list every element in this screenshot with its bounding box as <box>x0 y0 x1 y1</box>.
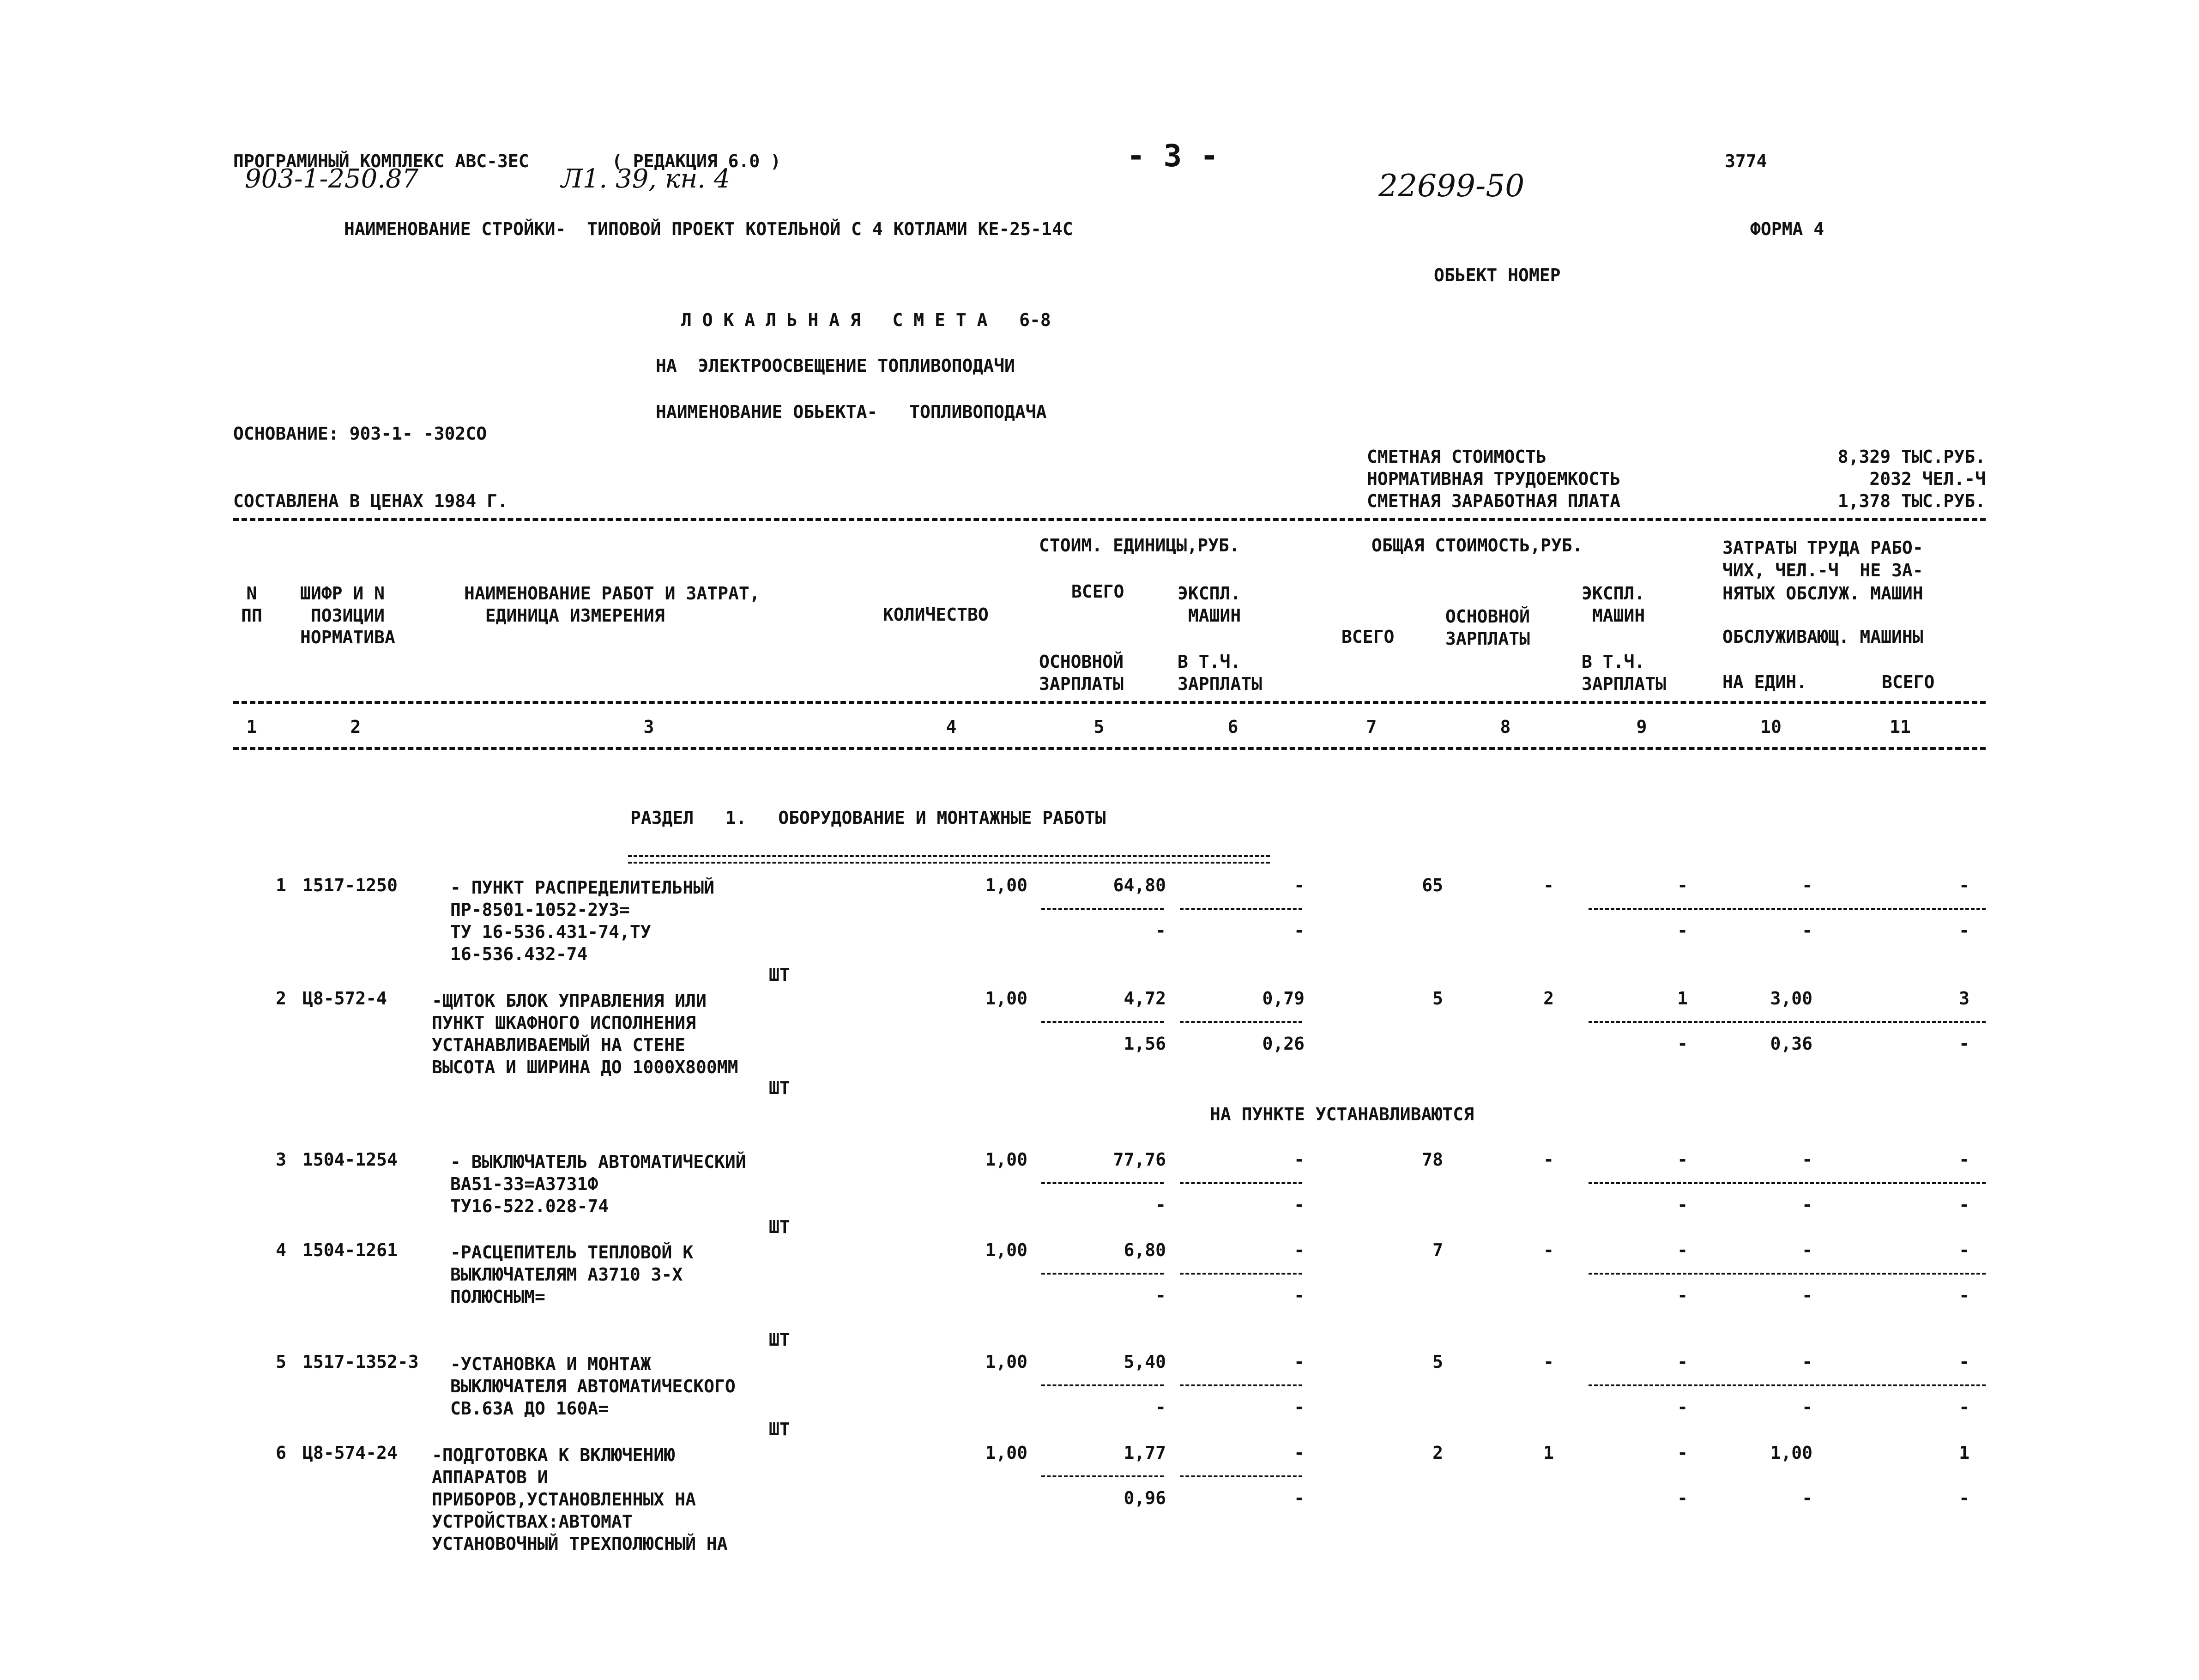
row-c10: - <box>1802 1149 1812 1170</box>
row-c11b: - <box>1959 1195 1969 1215</box>
row-name: - ВЫКЛЮЧАТЕЛЬ АВТОМАТИЧЕСКИЙ ВА51-33=А3731Ф ТУ16-522.028-74 <box>450 1152 746 1216</box>
col-header-qty: КОЛИЧЕСТВО <box>883 604 989 625</box>
col-header-total-wage: ОСНОВНОЙ ЗАРПЛАТЫ <box>1445 606 1530 649</box>
row-number: 4 <box>276 1240 286 1260</box>
row-sub-rule <box>1180 908 1302 910</box>
summary-value: 1,378 ТЫС.РУБ. <box>1837 491 1986 511</box>
row-sub-rule <box>1589 1182 1986 1184</box>
row-c5b: 0,96 <box>1124 1488 1166 1508</box>
row-c9b: - <box>1677 920 1688 941</box>
column-number: 10 <box>1760 717 1782 737</box>
row-c10b: - <box>1802 920 1812 941</box>
column-number: 8 <box>1500 717 1511 737</box>
row-c6b: - <box>1294 1488 1305 1508</box>
document-number: 3774 <box>1725 151 1767 171</box>
row-unit: ШТ <box>769 1419 790 1439</box>
row-c5: 1,77 <box>1124 1443 1166 1463</box>
row-sub-rule <box>1589 1021 1986 1023</box>
col-header-total-incl: В Т.Ч. ЗАРПЛАТЫ <box>1582 652 1667 694</box>
form-number: ФОРМА 4 <box>1750 219 1824 239</box>
summary-label: СМЕТНАЯ СТОИМОСТЬ <box>1367 447 1547 467</box>
handwritten-inventory-number: 22699-50 <box>1378 168 1525 204</box>
row-c9: - <box>1677 1240 1688 1260</box>
row-c11b: - <box>1959 920 1969 941</box>
column-number: 4 <box>946 717 957 737</box>
row-note: НА ПУНКТЕ УСТАНАВЛИВАЮТСЯ <box>1210 1104 1474 1124</box>
row-c5: 5,40 <box>1124 1352 1166 1372</box>
column-number: 11 <box>1890 717 1911 737</box>
row-sub-rule <box>1041 1475 1164 1477</box>
column-number: 1 <box>246 717 257 737</box>
row-c6b: - <box>1294 1195 1305 1215</box>
row-c11: 3 <box>1959 988 1969 1009</box>
row-c10: - <box>1802 1240 1812 1260</box>
row-c11b: - <box>1959 1488 1969 1508</box>
col-header-labor-machines: ОБСЛУЖИВАЮЩ. МАШИНЫ <box>1722 627 1923 647</box>
header-bottom-rule <box>233 747 1986 750</box>
row-code: Ц8-572-4 <box>302 988 387 1009</box>
row-c6b: - <box>1294 1285 1305 1305</box>
document-title: Л О К А Л Ь Н А Я С М Е Т А 6-8 <box>681 310 1051 330</box>
row-c7: 7 <box>1432 1240 1443 1260</box>
row-c10b: - <box>1802 1285 1812 1305</box>
header-rule <box>233 701 1986 704</box>
row-number: 3 <box>276 1149 286 1170</box>
row-qty: 1,00 <box>985 875 1027 895</box>
row-c7: 2 <box>1432 1443 1443 1463</box>
row-c5b: - <box>1155 920 1166 941</box>
row-c10: 1,00 <box>1770 1443 1812 1463</box>
section-double-rule <box>628 855 1270 864</box>
handwritten-sheet-ref: Л1. 39, кн. 4 <box>561 164 731 194</box>
row-number: 5 <box>276 1352 286 1372</box>
row-unit: ШТ <box>769 1329 790 1350</box>
column-number: 6 <box>1227 717 1238 737</box>
row-c11b: - <box>1959 1285 1969 1305</box>
row-c11b: - <box>1959 1033 1969 1054</box>
row-c9: 1 <box>1677 988 1688 1009</box>
edition: ( РЕДАКЦИЯ 6.0 ) <box>612 151 781 171</box>
table-top-rule <box>233 518 1986 521</box>
row-c6b: 0,26 <box>1262 1033 1305 1054</box>
col-header-unit-incl: В Т.Ч. ЗАРПЛАТЫ <box>1178 652 1263 694</box>
row-c6: 0,79 <box>1262 988 1305 1009</box>
col-header-unit-cost: СТОИМ. ЕДИНИЦЫ,РУБ. <box>1039 535 1240 556</box>
row-c6b: - <box>1294 920 1305 941</box>
row-sub-rule <box>1180 1182 1302 1184</box>
page-number: - 3 - <box>1127 138 1219 174</box>
row-number: 6 <box>276 1443 286 1463</box>
column-number: 7 <box>1366 717 1377 737</box>
row-c10: - <box>1802 1352 1812 1372</box>
col-header-per-unit: НА ЕДИН. <box>1722 672 1807 692</box>
row-c9b: - <box>1677 1195 1688 1215</box>
row-qty: 1,00 <box>985 988 1027 1009</box>
summary-label: СМЕТНАЯ ЗАРАБОТНАЯ ПЛАТА <box>1367 491 1621 511</box>
row-c8: - <box>1543 1149 1554 1170</box>
row-sub-rule <box>1589 1384 1986 1386</box>
row-unit: ШТ <box>769 965 790 985</box>
row-c11: - <box>1959 875 1969 895</box>
row-sub-rule <box>1180 1475 1302 1477</box>
row-name: -РАСЦЕПИТЕЛЬ ТЕПЛОВОЙ К ВЫКЛЮЧАТЕЛЯМ А3710 3-Х ПОЛЮСНЫМ= <box>450 1242 694 1307</box>
row-c6: - <box>1294 1352 1305 1372</box>
row-sub-rule <box>1180 1021 1302 1023</box>
row-c9b: - <box>1677 1033 1688 1054</box>
row-name: -ЩИТОК БЛОК УПРАВЛЕНИЯ ИЛИ ПУНКТ ШКАФНОГО ИСПОЛНЕНИЯ УСТАНАВЛИВАЕМЫЙ НА СТЕНЕ ВЫСОТА И ШИРИНА ДО 1000Х800ММ <box>432 991 738 1077</box>
basis: ОСНОВАНИЕ: 903-1- -302СО <box>233 423 487 444</box>
row-c11b: - <box>1959 1397 1969 1417</box>
row-c5: 64,80 <box>1113 875 1166 895</box>
program-name: ПРОГРАМИНЫЙ КОМПЛЕКС АВС-ЗЕС <box>233 151 529 171</box>
row-c7: 5 <box>1432 988 1443 1009</box>
row-c5: 6,80 <box>1124 1240 1166 1260</box>
row-name: -УСТАНОВКА И МОНТАЖ ВЫКЛЮЧАТЕЛЯ АВТОМАТИЧЕСКОГО СВ.63А ДО 160А= <box>450 1354 736 1419</box>
row-c7: 5 <box>1432 1352 1443 1372</box>
row-c8: - <box>1543 875 1554 895</box>
row-sub-rule <box>1180 1384 1302 1386</box>
row-qty: 1,00 <box>985 1240 1027 1260</box>
row-c6b: - <box>1294 1397 1305 1417</box>
row-code: 1517-1352-3 <box>302 1352 419 1372</box>
col-header-all: ВСЕГО <box>1882 672 1935 692</box>
row-c6: - <box>1294 1443 1305 1463</box>
col-header-code: ШИФР И N ПОЗИЦИИ НОРМАТИВА <box>300 583 395 647</box>
row-c5: 4,72 <box>1124 988 1166 1009</box>
row-c10b: - <box>1802 1195 1812 1215</box>
row-sub-rule <box>1041 1021 1164 1023</box>
row-c9: - <box>1677 875 1688 895</box>
row-sub-rule <box>1589 908 1986 910</box>
column-number: 5 <box>1093 717 1105 737</box>
handwritten-project-code: 903-1-250.87 <box>245 164 419 194</box>
row-c7: 65 <box>1422 875 1443 895</box>
row-qty: 1,00 <box>985 1149 1027 1170</box>
row-c10b: - <box>1802 1397 1812 1417</box>
row-c7: 78 <box>1422 1149 1443 1170</box>
row-c5b: - <box>1155 1195 1166 1215</box>
row-c9b: - <box>1677 1488 1688 1508</box>
row-c8: - <box>1543 1240 1554 1260</box>
row-qty: 1,00 <box>985 1352 1027 1372</box>
summary-label: НОРМАТИВНАЯ ТРУДОЕМКОСТЬ <box>1367 469 1621 489</box>
row-c10: - <box>1802 875 1812 895</box>
row-c11: - <box>1959 1240 1969 1260</box>
row-c11: - <box>1959 1352 1969 1372</box>
row-c6: - <box>1294 1240 1305 1260</box>
row-c11: - <box>1959 1149 1969 1170</box>
col-header-name: НАИМЕНОВАНИЕ РАБОТ И ЗАТРАТ, ЕДИНИЦА ИЗМЕРЕНИЯ <box>464 583 760 626</box>
summary-value: 2032 ЧЕЛ.-Ч <box>1869 469 1986 489</box>
summary-value: 8,329 ТЫС.РУБ. <box>1837 447 1986 467</box>
document-subtitle: НА ЭЛЕКТРООСВЕЩЕНИЕ ТОПЛИВОПОДАЧИ <box>656 356 1015 376</box>
row-number: 2 <box>276 988 286 1009</box>
row-c5b: - <box>1155 1397 1166 1417</box>
col-header-unit-total: ВСЕГО <box>1071 581 1124 602</box>
row-name: -ПОДГОТОВКА К ВКЛЮЧЕНИЮ АППАРАТОВ И ПРИБОРОВ,УСТАНОВЛЕННЫХ НА УСТРОЙСТВАХ:АВТОМАТ УСТАНОВОЧНЫЙ ТРЕХПОЛЮСНЫЙ НА <box>432 1445 728 1554</box>
row-c6: - <box>1294 1149 1305 1170</box>
row-c9b: - <box>1677 1285 1688 1305</box>
row-c9: - <box>1677 1443 1688 1463</box>
row-code: 1504-1254 <box>302 1149 398 1170</box>
row-unit: ШТ <box>769 1217 790 1237</box>
row-c8: - <box>1543 1352 1554 1372</box>
row-code: 1504-1261 <box>302 1240 398 1260</box>
row-c8: 2 <box>1543 988 1554 1009</box>
price-basis: СОСТАВЛЕНА В ЦЕНАХ 1984 Г. <box>233 491 508 511</box>
row-unit: ШТ <box>769 1078 790 1098</box>
col-header-unit-mach: ЭКСПЛ. МАШИН <box>1178 583 1241 626</box>
col-header-n: N ПП <box>241 583 262 626</box>
section-title: РАЗДЕЛ 1. ОБОРУДОВАНИЕ И МОНТАЖНЫЕ РАБОТЫ <box>630 808 1106 828</box>
row-c10: 3,00 <box>1770 988 1812 1009</box>
row-qty: 1,00 <box>985 1443 1027 1463</box>
row-sub-rule <box>1041 908 1164 910</box>
column-number: 9 <box>1636 717 1647 737</box>
column-number: 2 <box>350 717 361 737</box>
row-code: 1517-1250 <box>302 875 398 895</box>
row-c11: 1 <box>1959 1443 1969 1463</box>
col-header-total-all: ВСЕГО <box>1341 627 1395 647</box>
row-code: Ц8-574-24 <box>302 1443 398 1463</box>
row-c6: - <box>1294 875 1305 895</box>
row-sub-rule <box>1041 1182 1164 1184</box>
row-number: 1 <box>276 875 286 895</box>
column-number: 3 <box>643 717 654 737</box>
row-sub-rule <box>1041 1273 1164 1275</box>
col-header-unit-wage: ОСНОВНОЙ ЗАРПЛАТЫ <box>1039 652 1124 694</box>
row-sub-rule <box>1041 1384 1164 1386</box>
object-number-label: ОБЬЕКТ НОМЕР <box>1434 265 1561 285</box>
row-c8: 1 <box>1543 1443 1554 1463</box>
col-header-labor: ЗАТРАТЫ ТРУДА РАБО- ЧИХ, ЧЕЛ.-Ч НЕ ЗА- НЯТЫХ ОБСЛУЖ. МАШИН <box>1722 538 1923 604</box>
row-c9b: - <box>1677 1397 1688 1417</box>
object-name: НАИМЕНОВАНИЕ ОБЬЕКТА- ТОПЛИВОПОДАЧА <box>656 402 1047 422</box>
row-c10b: - <box>1802 1488 1812 1508</box>
construction-name: НАИМЕНОВАНИЕ СТРОЙКИ- ТИПОВОЙ ПРОЕКТ КОТЕЛЬНОЙ С 4 КОТЛАМИ КЕ-25-14С <box>344 219 1073 239</box>
col-header-total-mach: ЭКСПЛ. МАШИН <box>1582 583 1645 626</box>
row-c5: 77,76 <box>1113 1149 1166 1170</box>
row-sub-rule <box>1180 1273 1302 1275</box>
row-name: - ПУНКТ РАСПРЕДЕЛИТЕЛЬНЫЙ ПР-8501-1052-2У3= ТУ 16-536.431-74,ТУ 16-536.432-74 <box>450 877 714 964</box>
row-c9: - <box>1677 1352 1688 1372</box>
row-sub-rule <box>1589 1273 1986 1275</box>
row-c5b: - <box>1155 1285 1166 1305</box>
col-header-total-cost: ОБЩАЯ СТОИМОСТЬ,РУБ. <box>1371 535 1583 556</box>
row-c9: - <box>1677 1149 1688 1170</box>
row-c5b: 1,56 <box>1124 1033 1166 1054</box>
row-c10b: 0,36 <box>1770 1033 1812 1054</box>
